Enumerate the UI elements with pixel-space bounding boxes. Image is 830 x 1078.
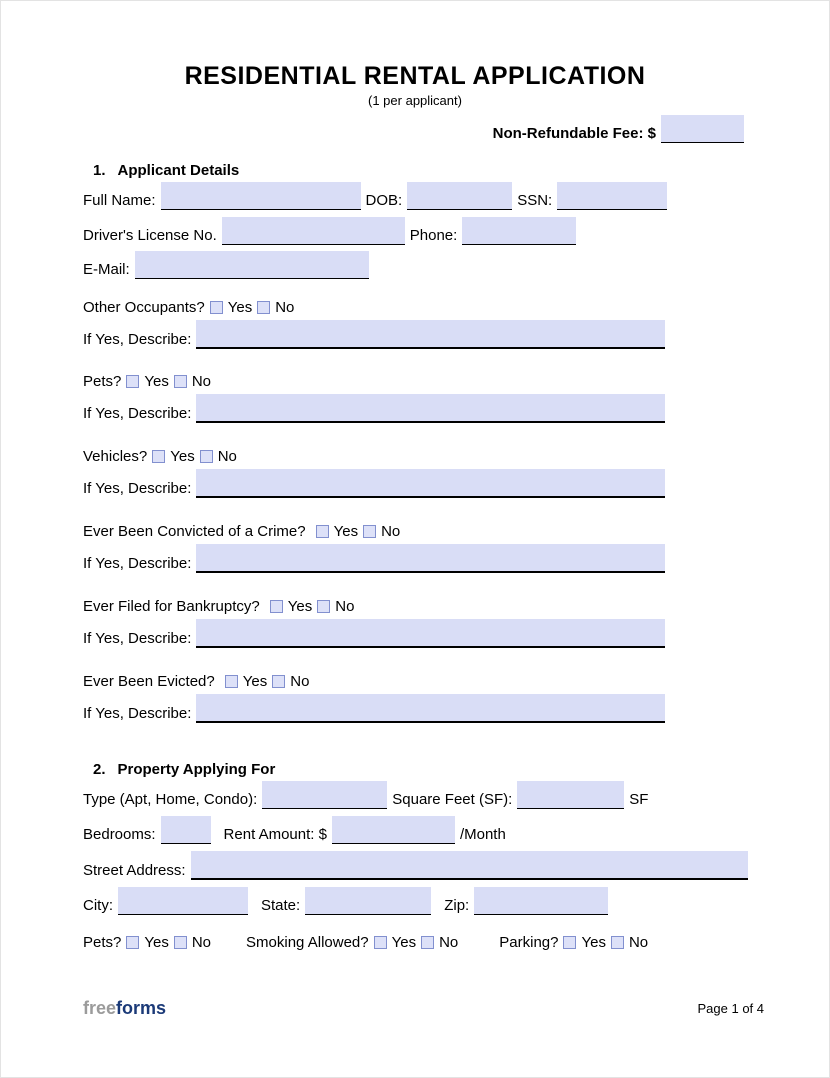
bankruptcy-question [83, 598, 829, 614]
dob-label: DOB: [365, 192, 403, 209]
email-label: E-Mail: [83, 261, 130, 278]
section2-title: Property Applying For [117, 761, 276, 778]
other-occupants-question [83, 299, 829, 315]
section1-heading [93, 162, 829, 180]
describe-evicted-input[interactable] [196, 694, 665, 723]
no-label: No [191, 933, 212, 951]
yes-label: Yes [227, 298, 253, 316]
no-label: No [335, 597, 355, 615]
pets-yes-checkbox[interactable] [126, 375, 139, 388]
state-label: State: [261, 897, 301, 914]
no-label: No [275, 298, 295, 316]
page-footer [83, 997, 764, 1019]
brand-forms-text: forms [116, 998, 167, 1018]
evicted-label: Ever Been Evicted? [83, 672, 215, 690]
other-occupants-label: Other Occupants? [83, 298, 205, 316]
full-name-label: Full Name: [83, 192, 156, 209]
rent-amount-label: Rent Amount: $ [223, 826, 327, 843]
drivers-license-label: Driver's License No. [83, 227, 217, 244]
smoking-no-checkbox[interactable] [421, 936, 434, 949]
ssn-input[interactable] [557, 182, 667, 210]
state-input[interactable] [305, 887, 431, 915]
property-pets-no-checkbox[interactable] [174, 936, 187, 949]
crime-yes-checkbox[interactable] [316, 525, 329, 538]
vehicles-yes-checkbox[interactable] [152, 450, 165, 463]
describe-evicted-row [83, 694, 829, 723]
city-input[interactable] [118, 887, 248, 915]
section1-title: Applicant Details [117, 162, 240, 179]
square-feet-label: Square Feet (SF): [392, 791, 513, 808]
property-pets-question [83, 933, 211, 952]
yes-label: Yes [333, 522, 359, 540]
yes-label: Yes [242, 672, 268, 690]
yes-label: Yes [391, 933, 417, 951]
section1-number: 1. [93, 162, 106, 179]
vehicles-question [83, 448, 829, 464]
parking-label: Parking? [499, 933, 559, 951]
evicted-no-checkbox[interactable] [272, 675, 285, 688]
describe-pets-row [83, 394, 829, 423]
smoking-yes-checkbox[interactable] [374, 936, 387, 949]
fee-row [1, 115, 829, 143]
vehicles-no-checkbox[interactable] [200, 450, 213, 463]
pets-label: Pets? [83, 933, 122, 951]
no-label: No [381, 522, 401, 540]
square-feet-input[interactable] [517, 781, 624, 809]
if-yes-describe-label: If Yes, Describe: [83, 405, 192, 422]
no-label: No [191, 372, 212, 390]
fee-label: Non-Refundable Fee: $ [492, 125, 656, 142]
email-row [83, 251, 829, 279]
email-input[interactable] [135, 251, 369, 279]
evicted-question [83, 673, 829, 689]
pets-no-checkbox[interactable] [174, 375, 187, 388]
ssn-label: SSN: [517, 192, 553, 209]
no-label: No [628, 933, 649, 951]
full-name-row [83, 182, 829, 210]
drivers-license-row [83, 217, 829, 245]
other-occupants-yes-checkbox[interactable] [210, 301, 223, 314]
describe-crime-input[interactable] [196, 544, 665, 573]
street-address-row [83, 851, 829, 880]
no-label: No [439, 933, 459, 951]
brand-free-text: free [83, 998, 117, 1018]
pets-label: Pets? [83, 372, 122, 390]
street-address-input[interactable] [191, 851, 748, 880]
vehicles-label: Vehicles? [83, 447, 148, 465]
per-month-label: /Month [459, 826, 506, 843]
sf-suffix-label: SF [629, 791, 649, 808]
describe-pets-input[interactable] [196, 394, 665, 423]
describe-vehicles-row [83, 469, 829, 498]
phone-input[interactable] [462, 217, 576, 245]
if-yes-describe-label: If Yes, Describe: [83, 555, 192, 572]
yes-label: Yes [287, 597, 313, 615]
zip-input[interactable] [474, 887, 608, 915]
full-name-input[interactable] [161, 182, 361, 210]
page-number: Page 1 of 4 [697, 1000, 764, 1016]
bedrooms-label: Bedrooms: [83, 826, 156, 843]
fee-input[interactable] [661, 115, 744, 143]
street-address-label: Street Address: [83, 862, 186, 879]
describe-occupants-input[interactable] [196, 320, 665, 349]
parking-question [499, 933, 648, 952]
no-label: No [217, 447, 237, 465]
yes-label: Yes [581, 933, 606, 951]
smoking-label: Smoking Allowed? [246, 933, 369, 951]
page-subtitle: (1 per applicant) [368, 93, 462, 108]
section2-number: 2. [93, 761, 106, 778]
parking-no-checkbox[interactable] [611, 936, 624, 949]
describe-occupants-row [83, 320, 829, 349]
evicted-yes-checkbox[interactable] [225, 675, 238, 688]
bankruptcy-no-checkbox[interactable] [317, 600, 330, 613]
property-pets-yes-checkbox[interactable] [126, 936, 139, 949]
describe-bankruptcy-row [83, 619, 829, 648]
if-yes-describe-label: If Yes, Describe: [83, 705, 192, 722]
rent-amount-input[interactable] [332, 816, 455, 844]
type-label: Type (Apt, Home, Condo): [83, 791, 258, 808]
page-title: RESIDENTIAL RENTAL APPLICATION [184, 62, 646, 90]
if-yes-describe-label: If Yes, Describe: [83, 630, 192, 647]
bedrooms-input[interactable] [161, 816, 211, 844]
describe-vehicles-input[interactable] [196, 469, 665, 498]
describe-crime-row [83, 544, 829, 573]
crime-question [83, 523, 829, 539]
yes-label: Yes [170, 447, 195, 465]
type-input[interactable] [262, 781, 387, 809]
bankruptcy-label: Ever Filed for Bankruptcy? [83, 597, 260, 615]
crime-no-checkbox[interactable] [363, 525, 376, 538]
dob-input[interactable] [407, 182, 512, 210]
bedrooms-rent-row [83, 816, 829, 844]
bankruptcy-yes-checkbox[interactable] [270, 600, 283, 613]
no-label: No [290, 672, 310, 690]
drivers-license-input[interactable] [222, 217, 405, 245]
property-options-row [83, 934, 829, 950]
section2-heading [93, 761, 829, 779]
other-occupants-no-checkbox[interactable] [257, 301, 270, 314]
if-yes-describe-label: If Yes, Describe: [83, 480, 192, 497]
yes-label: Yes [144, 372, 169, 390]
city-state-zip-row [83, 887, 829, 915]
freeforms-logo [83, 997, 166, 1019]
city-label: City: [83, 897, 113, 914]
yes-label: Yes [144, 933, 169, 951]
describe-bankruptcy-input[interactable] [196, 619, 665, 648]
zip-label: Zip: [444, 897, 470, 914]
pets-question [83, 373, 829, 389]
property-type-row [83, 781, 829, 809]
phone-label: Phone: [409, 227, 458, 244]
parking-yes-checkbox[interactable] [563, 936, 576, 949]
crime-label: Ever Been Convicted of a Crime? [83, 522, 306, 540]
if-yes-describe-label: If Yes, Describe: [83, 331, 192, 348]
smoking-question [246, 933, 458, 952]
